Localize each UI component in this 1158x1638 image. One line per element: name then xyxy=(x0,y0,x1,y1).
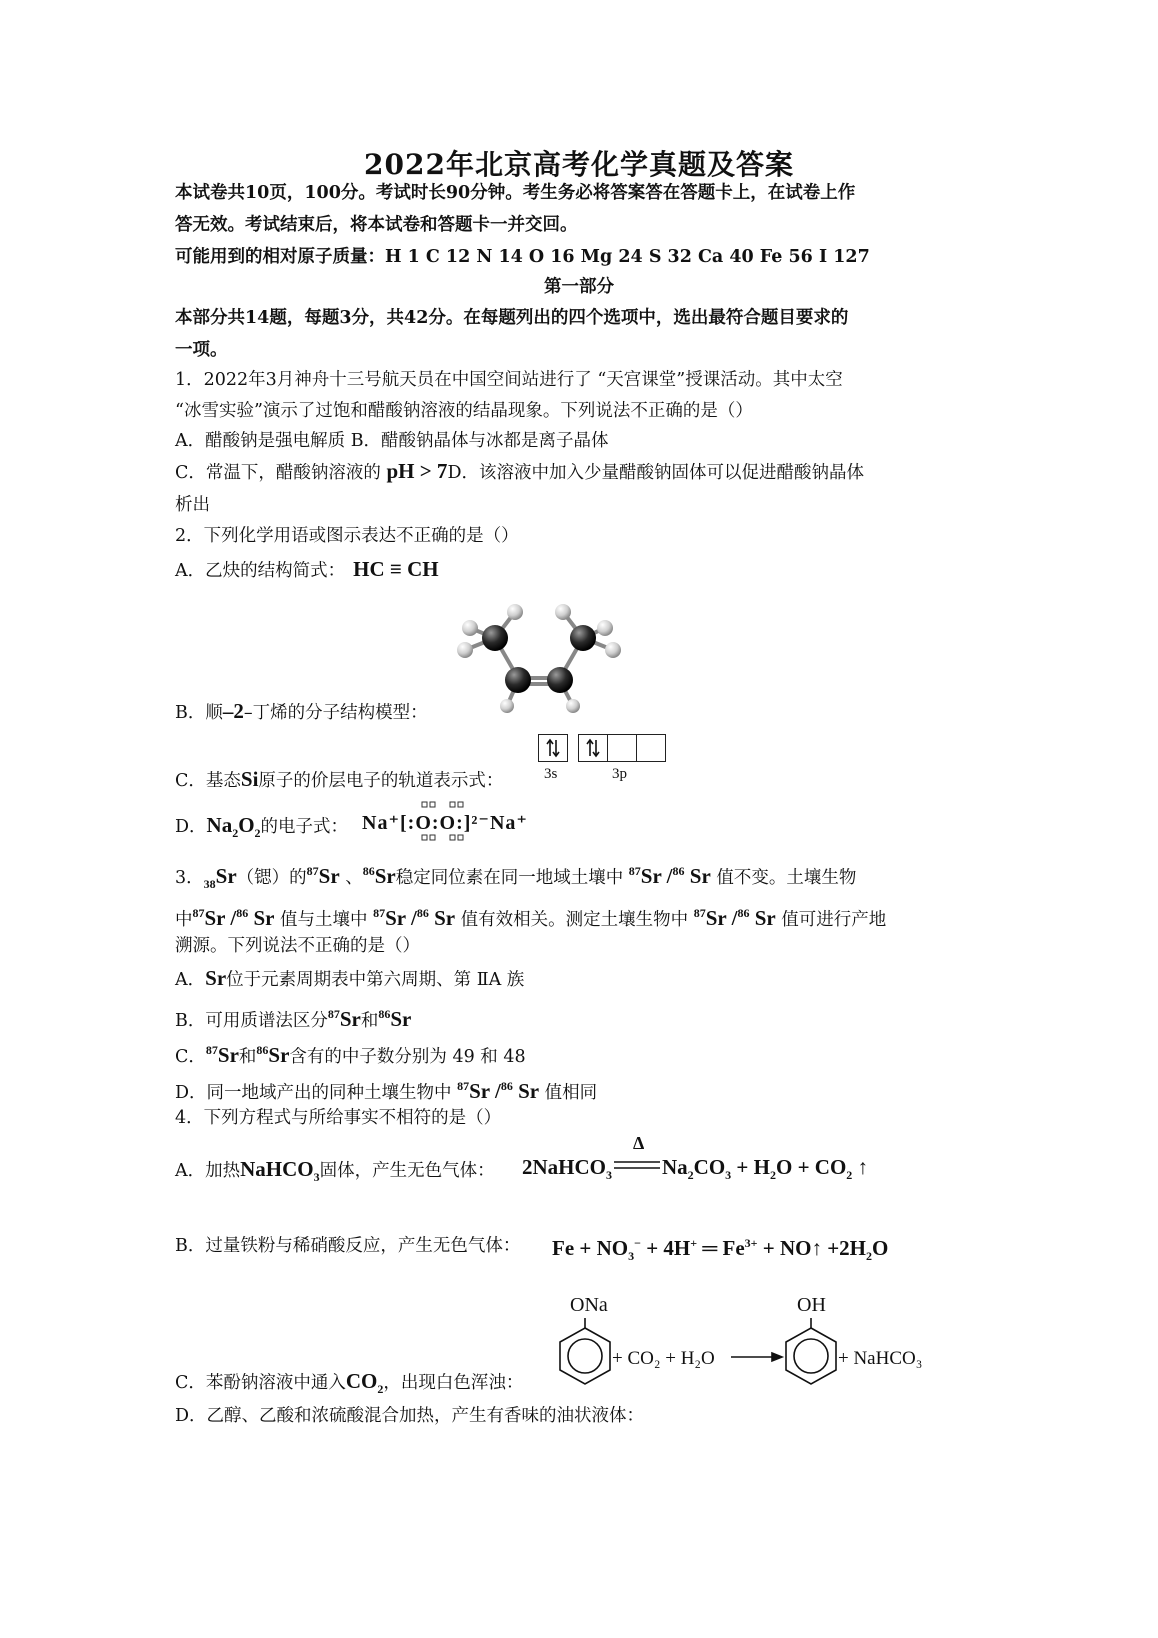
sodium-peroxide-formula: $Na_2O_2$ xyxy=(206,813,261,841)
q1-option-d-text: D．该溶液中加入少量醋酸钠固体可以促进醋酸钠晶体 xyxy=(447,463,864,483)
sr87-symbol: $^{87}$Sr xyxy=(205,1043,239,1067)
q3-option-a-label: A． xyxy=(175,970,206,990)
heat-delta: Δ xyxy=(633,1133,645,1153)
q3-text-2: 稳定同位素在同一地域土壤中 xyxy=(395,868,624,888)
q2-option-a xyxy=(175,558,439,582)
part-heading: 第一部分 xyxy=(544,277,614,297)
q4-option-a-equation: 2NaHCO$_3$ xyxy=(522,1155,612,1183)
q1-stem-2: “冰雪实验”演示了过饱和醋酸钠溶液的结晶现象。下列说法不正确的是（） xyxy=(175,401,753,421)
q3-option-d-text: D．同一地域产出的同种土壤生物中 xyxy=(175,1083,452,1103)
q3-option-d xyxy=(175,1075,597,1104)
atomic-masses: 可能用到的相对原子质量：H 1 C 12 N 14 O 16 Mg 24 S 32 Ca 40 Fe 56 I 127 xyxy=(175,247,870,267)
q4-option-c-text: C．苯酚钠溶液中通入 xyxy=(175,1373,346,1393)
intro-line-2: 答无效。考试结束后，将本试卷和答题卡一并交回。 xyxy=(175,215,578,235)
q2-option-a-text: A．乙炔的结构简式： xyxy=(175,561,346,581)
q2-option-b-number: –2 xyxy=(222,699,244,723)
q3-stem-1: 3．$_{38}$Sr（锶）的$^{87}$Sr 、$^{86}$Sr稳定同位素在同一地域土壤中 $^{87}$Sr /$^{86}$ Sr 值不变。土壤生物 xyxy=(175,864,857,892)
nahco3-formula: NaHCO$_3$ xyxy=(240,1157,320,1185)
q1-options-ab: A．醋酸钠是强电解质 B．醋酸钠晶体与冰都是离子晶体 xyxy=(175,431,609,451)
q4-option-a-products: $Na_2CO_3 + H_2O + CO_2$ ↑ xyxy=(662,1155,869,1183)
orbital-3s-box xyxy=(538,734,568,762)
sr-ratio: $^{87}$Sr /$^{86}$ Sr xyxy=(628,864,711,888)
q3-option-c xyxy=(175,1039,526,1068)
q3-text-7: 值可进行产地 xyxy=(781,910,887,930)
reagents-text: + CO₂ + H₂O xyxy=(612,1348,715,1369)
q4-option-a-text: A．加热 xyxy=(175,1161,241,1181)
q1-stem-1: 1．2022年3月神舟十三号航天员在中国空间站进行了 “天宫课堂”授课活动。其中太空 xyxy=(175,370,843,390)
orbital-3s-label: 3s xyxy=(544,766,558,782)
q3-number: 3． xyxy=(175,868,204,888)
sr87-symbol: $^{87}$Sr xyxy=(327,1007,361,1031)
q3-stem-2 xyxy=(175,902,886,931)
q4-option-c xyxy=(175,1370,523,1400)
q4-option-d: D．乙醇、乙酸和浓硫酸混合加热，产生有香味的油状液体： xyxy=(175,1406,645,1426)
q2-option-b-text: B．顺 xyxy=(175,703,223,723)
sr-symbol: Sr xyxy=(205,966,227,990)
sr-ratio: $^{87}$Sr /$^{86}$ Sr xyxy=(693,906,776,930)
q3-option-b-text: B．可用质谱法区分 xyxy=(175,1011,328,1031)
q2-option-c-text: C．基态 xyxy=(175,771,241,791)
q3-option-c-and: 和 xyxy=(238,1047,257,1067)
sr86-symbol: $^{86}$Sr xyxy=(256,1043,290,1067)
q4-stem: 4．下列方程式与所给事实不相符的是（） xyxy=(175,1108,502,1128)
sr86-symbol: $^{86}$Sr xyxy=(362,864,396,888)
q3-option-b xyxy=(175,1003,411,1032)
sr-ratio: $^{87}$Sr /$^{86}$ Sr xyxy=(457,1079,540,1103)
equals-sign-icon xyxy=(614,1158,660,1172)
q2-option-d-label: D． xyxy=(175,817,207,837)
q3-option-b-and: 和 xyxy=(360,1011,379,1031)
q1-ph-formula: pH > 7 xyxy=(386,459,448,483)
orbital-3p-box-2 xyxy=(607,734,637,762)
q3-option-a xyxy=(175,967,524,991)
electron-dots-icon xyxy=(418,800,478,844)
orbital-3p-box-3 xyxy=(636,734,666,762)
sr-ratio: $^{87}$Sr /$^{86}$ Sr xyxy=(373,906,456,930)
q2-option-b xyxy=(175,700,428,724)
q4-option-b-equation: $Fe + NO_3^- + 4H^+$ ═ $Fe^{3+}$ + NO↑ $+2H_2O$ xyxy=(552,1236,889,1264)
q4-option-b: B．过量铁粉与稀硝酸反应，产生无色气体： xyxy=(175,1236,521,1256)
arrows-up-down-icon xyxy=(539,735,567,761)
orbital-3p-label: 3p xyxy=(612,766,627,782)
part-desc-2: 一项。 xyxy=(175,340,228,360)
q2-option-d xyxy=(175,814,348,844)
sr87-symbol: $^{87}$Sr xyxy=(306,864,340,888)
phenol-label: OH xyxy=(797,1294,826,1316)
q2-option-c-text-2: 原子的价层电子的轨道表示式： xyxy=(258,771,504,791)
product-text: + NaHCO₃ xyxy=(838,1348,923,1369)
q4-option-a-text-2: 固体，产生无色气体： xyxy=(319,1161,495,1181)
page-title: 2022年北京高考化学真题及答案 xyxy=(364,148,794,181)
q2-option-d-text: 的电子式： xyxy=(260,817,349,837)
sr86-symbol: $^{86}$Sr xyxy=(378,1007,412,1031)
acetylene-formula: HC ≡ CH xyxy=(353,557,439,581)
co2-formula: $CO_2$ xyxy=(345,1369,384,1397)
q1-option-d-cont: 析出 xyxy=(175,495,210,515)
cis-2-butene-model xyxy=(455,598,625,713)
part-desc-1: 本部分共14题，每题3分，共42分。在每题列出的四个选项中，选出最符合题目要求的 xyxy=(175,308,849,328)
q3-option-c-label: C． xyxy=(175,1047,206,1067)
q2-option-b-text-2: –丁烯的分子结构模型： xyxy=(243,703,428,723)
arrows-up-down-icon xyxy=(579,735,607,761)
q3-text-1: （锶）的 xyxy=(236,868,307,888)
q4-option-c-text-2: ，出现白色浑浊： xyxy=(383,1373,524,1393)
orbital-3p-box-1 xyxy=(578,734,608,762)
q3-option-d-text-2: 值相同 xyxy=(544,1083,598,1103)
q3-text-6: 值有效相关。测定土壤生物中 xyxy=(460,910,689,930)
q2-option-c xyxy=(175,768,503,792)
q3-option-c-text: 含有的中子数分别为 49 和 48 xyxy=(289,1047,526,1067)
q2-stem: 2．下列化学用语或图示表达不正确的是（） xyxy=(175,526,519,546)
sodium-phenoxide-label: ONa xyxy=(570,1294,608,1316)
q3-stem-3: 溯源。下列说法不正确的是（） xyxy=(175,936,420,956)
silicon-symbol: Si xyxy=(240,767,259,791)
sr-ratio: $^{87}$Sr /$^{86}$ Sr xyxy=(192,906,275,930)
electron-formula: Na⁺[:O:O:]²⁻Na⁺ xyxy=(362,812,528,834)
q3-option-a-text: 位于元素周期表中第六周期、第 ⅡA 族 xyxy=(226,970,525,990)
q1-option-c-text: C．常温下，醋酸钠溶液的 xyxy=(175,463,387,483)
q3-text-3: 值不变。土壤生物 xyxy=(716,868,857,888)
q3-text-4: 中 xyxy=(175,910,193,930)
intro-line-1: 本试卷共10页，100分。考试时长90分钟。考生务必将答案答在答题卡上，在试卷上作 xyxy=(175,183,856,203)
q3-text-5: 值与土壤中 xyxy=(280,910,368,930)
q4-option-a xyxy=(175,1158,495,1188)
strontium-symbol: $_{38}$Sr xyxy=(203,864,237,892)
q1-options-cd xyxy=(175,460,864,484)
